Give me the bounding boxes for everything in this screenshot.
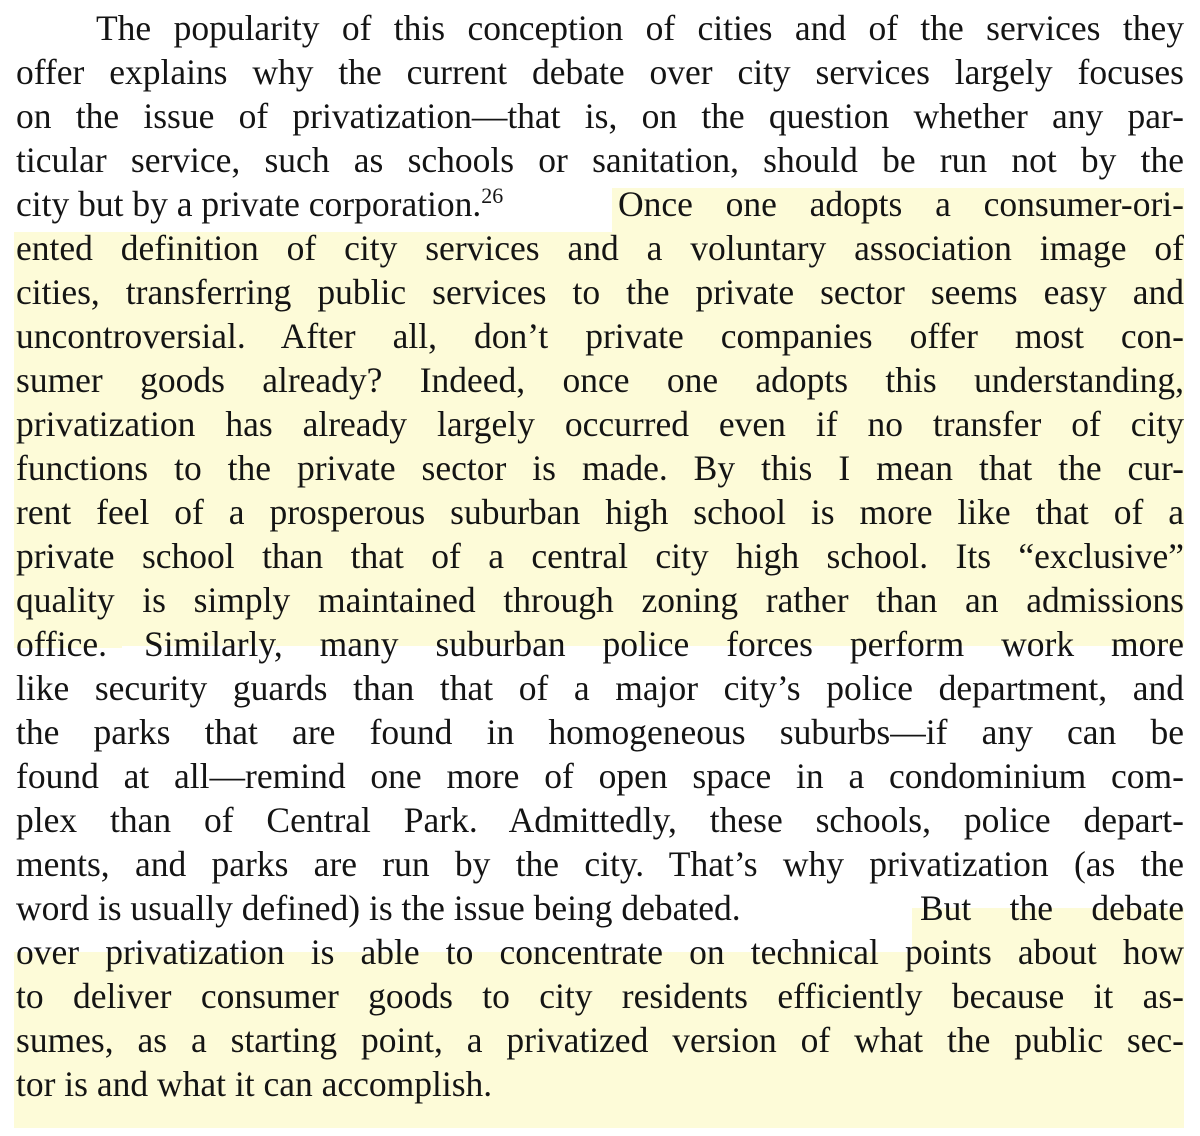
text-line: private school than that of a central city high school. Its “exclusive” — [16, 536, 1184, 576]
text-line: functions to the private sector is made. By this I mean that the cur- — [16, 448, 1184, 488]
highlighted-text: office. — [16, 624, 108, 664]
text-line: sumer goods already? Indeed, once one adopts this understanding, — [16, 360, 1184, 400]
text-line: plex than of Central Park. Admittedly, these schools, police depart- — [16, 800, 1184, 840]
text-fragment: city but by a private corporation. — [16, 184, 482, 224]
text-line: found at all—remind one more of open space in a condominium com- — [16, 756, 1184, 796]
text-line: sumes, as a starting point, a privatized version of what the public sec- — [16, 1020, 1184, 1060]
text-fragment: word is usually defined) is the issue being debated. — [16, 888, 741, 928]
footnote-marker: 26 — [481, 182, 504, 208]
text-line: tor is and what it can accomplish. — [16, 1064, 493, 1104]
text-line — [16, 622, 1184, 666]
text-fragment: Similarly, many suburban police forces perform work more — [144, 624, 1184, 664]
text-line: like security guards than that of a major city’s police department, and — [16, 668, 1184, 708]
text-line: on the issue of privatization—that is, on the question whether any par- — [16, 96, 1184, 136]
text-line: ments, and parks are run by the city. That’s why privatization (as the — [16, 844, 1184, 884]
text-line: ented definition of city services and a voluntary association image of — [16, 228, 1184, 268]
text-line: uncontroversial. After all, don’t private companies offer most con- — [16, 316, 1184, 356]
text-line — [16, 886, 1184, 930]
text-line: over privatization is able to concentrate on technical points about how — [16, 932, 1184, 972]
text-line: cities, transferring public services to the private sector seems easy and — [16, 272, 1184, 312]
text-line: rent feel of a prosperous suburban high school is more like that of a — [16, 492, 1184, 532]
text-line: ticular service, such as schools or sanitation, should be run not by the — [16, 140, 1184, 180]
text-line: The popularity of this conception of cities and of the services they — [96, 8, 1184, 48]
text-line: to deliver consumer goods to city residents efficiently because it as- — [16, 976, 1184, 1016]
text-line: offer explains why the current debate over city services largely focuses — [16, 52, 1184, 92]
text-line — [16, 182, 1184, 226]
highlighted-text: Once one adopts a consumer-ori- — [618, 184, 1184, 224]
text-line: privatization has already largely occurred even if no transfer of city — [16, 404, 1184, 444]
highlighted-text: But the debate — [920, 888, 1184, 928]
text-line: quality is simply maintained through zoning rather than an admissions — [16, 580, 1184, 620]
text-line: the parks that are found in homogeneous suburbs—if any can be — [16, 712, 1184, 752]
